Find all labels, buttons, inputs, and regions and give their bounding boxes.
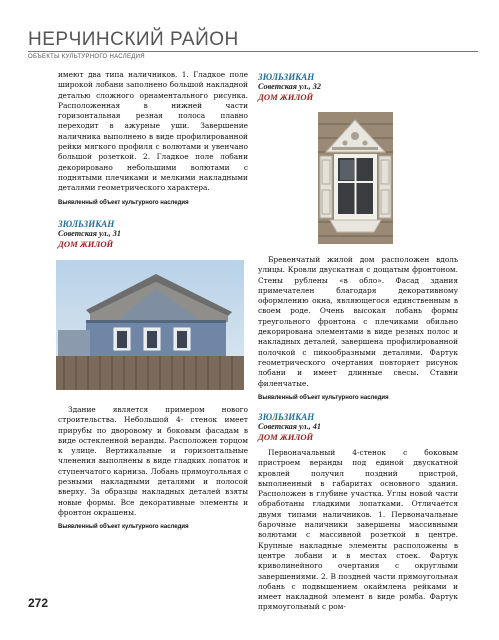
street-address: Советская ул., 31	[58, 229, 121, 238]
heritage-note: Выявленный объект культурного наследия	[58, 524, 189, 531]
heritage-note: Выявленный объект культурного наследия	[258, 394, 389, 401]
description-paragraph: Первоначальный 4-стенок с боковым пристроем веранды под единой двускатной кровлей получил поздний пристрой, выполненный в габаритах основного здания. Расположен в глубине участка. Углы новой части обработаны гладкими лопатками. Отличается двумя типами наличников. 1. Первоначальные барочные наличники завершены массивными волютами с массивной розеткой в центре. Крупные накладные элементы расположены в центре лобани и в местах стоек. Фартук криволинейного очертания с округлыми завершениями. 2. В поздней части прямоугольная лобань с подвышением окаймлена рейками и имеет накладной элемент в виде ромба. Фартук прямоугольный с ром-	[258, 448, 458, 612]
intro-text-block	[58, 70, 248, 206]
intro-paragraph: имеют два типа наличников. 1. Гладкое поле широкой лобани заполнено большой накладной деталью сложного орнаментального рисунка. Расположенная в нижней части горизонтальная резная полоса плавно переходит в ажурные уши. Завершение наличника выполнено в виде профилированной рейки мягкого профиля с волютами и увенчано большой розеткой. 2. Гладкое поле лобани декорировано небольшими волютами с поднятыми плечиками и мелкими накладными деталями геометрического характера.	[58, 70, 248, 193]
object-name: ДОМ ЖИЛОЙ	[258, 432, 314, 442]
page-number: 272	[28, 596, 49, 610]
object-name: ДОМ ЖИЛОЙ	[258, 92, 314, 102]
entry-text-31	[58, 405, 248, 530]
street-address: Советская ул., 41	[258, 422, 321, 431]
window-photo	[318, 112, 393, 244]
page-subtitle: ОБЪЕКТЫ КУЛЬТУРНОГО НАСЛЕДИЯ	[28, 54, 145, 60]
entry-41	[258, 412, 458, 613]
heritage-note: Выявленный объект культурного наследия	[58, 199, 189, 206]
page-title: НЕРЧИНСКИЙ РАЙОН	[28, 29, 239, 50]
village-name: ЗЮЛЬЗИКАН	[258, 412, 315, 422]
description-paragraph: Бревенчатый жилой дом расположен вдоль улицы. Кровли двускатная с дощатым фронтоном. Стены рублены «в обло». Фасад здания примечателен благодаря декоративному оформлению окна, являющегося единственным в своем роде. Очень высокая лобань формы треугольного фронтона с плечиками обильно декорирована элементами в виде резных полос и накладных деталей, завершена профилированной полочкой с пикообразными деталями. Фартук геометрического очертания повторяет рисунок лобани и имеет длинные свесы. Ставни филенчатые.	[258, 255, 458, 388]
house-photo	[56, 260, 244, 390]
entry-heading-32	[258, 72, 458, 102]
entry-heading-31	[58, 219, 248, 249]
street-address: Советская ул., 32	[258, 82, 321, 91]
village-name: ЗЮЛЬЗИКАН	[58, 219, 115, 229]
house-photo-image	[56, 260, 244, 390]
page-header	[28, 30, 478, 60]
description-paragraph: Здание является примером нового строительства. Небольшой 4- стенок имеет прирубы по дворовому и боковым фасадам в виде остекленной веранды. Расположен торцом к улице. Вертикальные и горизонтальные членения выполнены в виде гладких лопаток и ступенчатого карниза. Лобань прямоугольная с резными накладными деталями и полосой вверху. За образцы накладных деталей взяты новые формы. Все декоративные элементы и фронтон окрашены.	[58, 405, 248, 517]
header-divider	[28, 51, 478, 52]
entry-text-32	[258, 255, 458, 401]
object-name: ДОМ ЖИЛОЙ	[58, 239, 114, 249]
village-name: ЗЮЛЬЗИКАН	[258, 72, 315, 82]
window-photo-image	[318, 112, 393, 244]
